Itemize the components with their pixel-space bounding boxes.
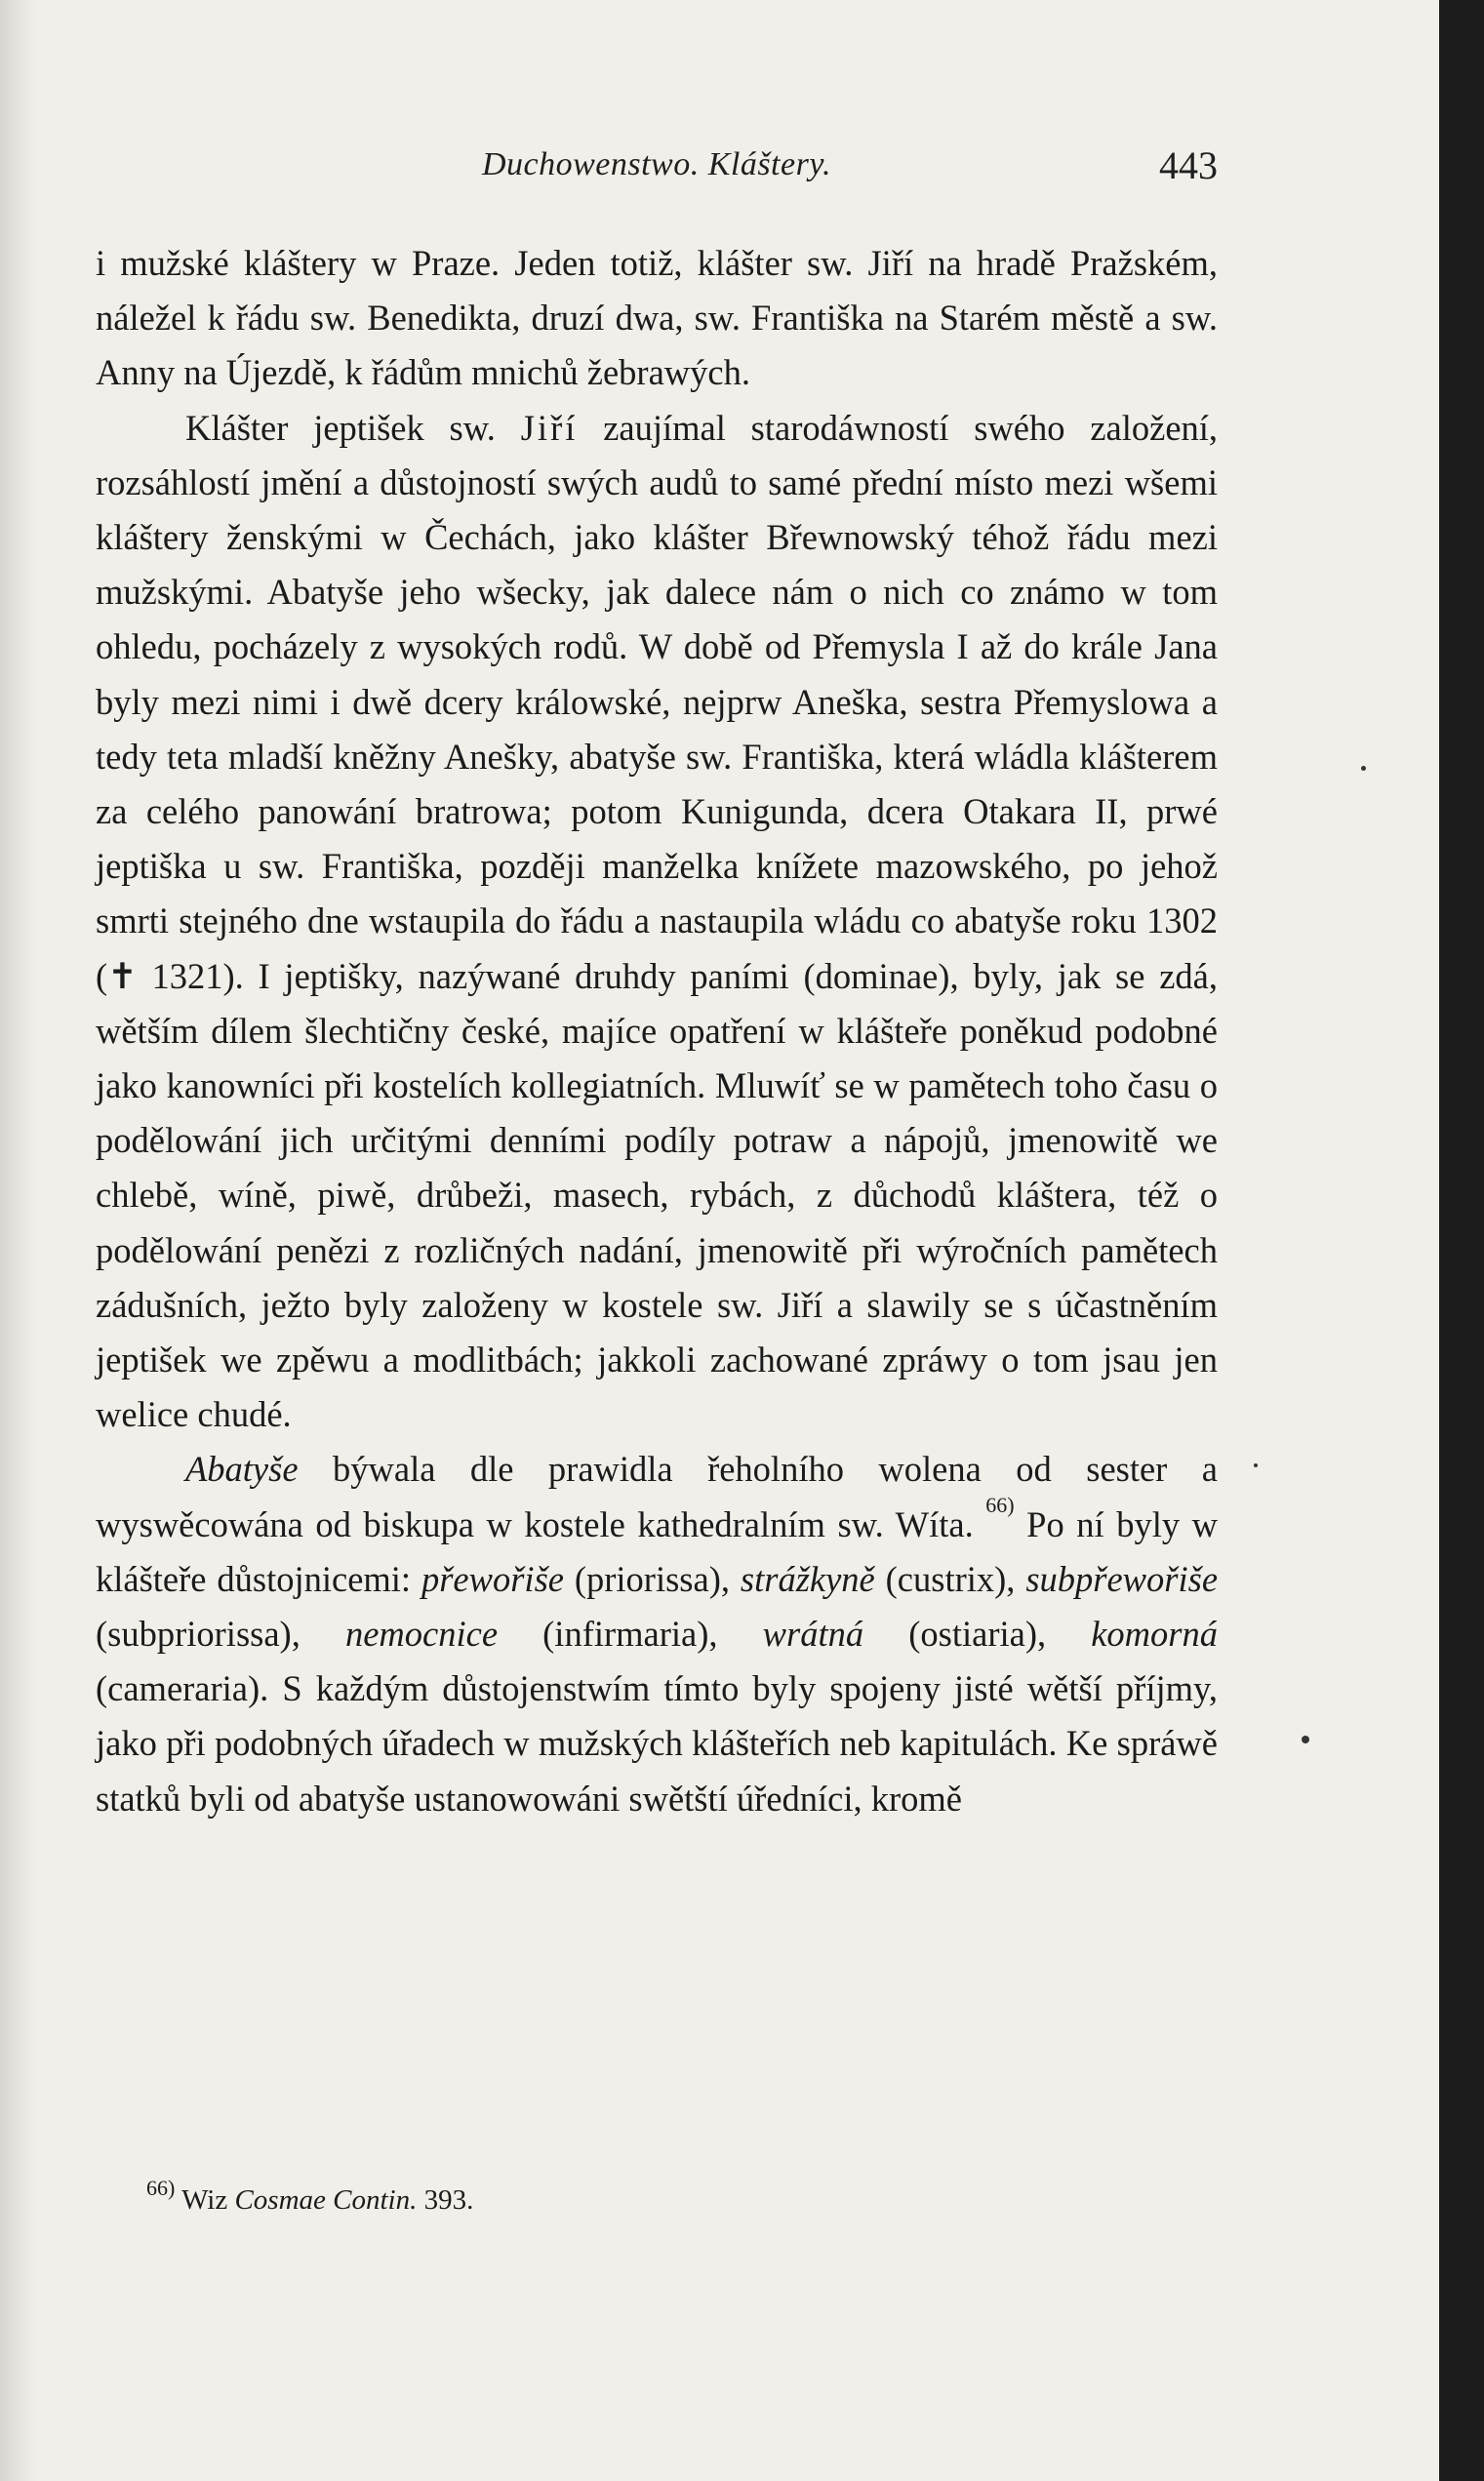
term-custrix: strážkyně: [740, 1558, 875, 1599]
paragraph-3-text-f: (infirmaria),: [542, 1614, 718, 1655]
running-head: Duchowenstwo. Kláštery.: [481, 146, 832, 182]
paragraph-3-text-e: (subpriorissa),: [96, 1614, 301, 1655]
page-binding-shadow: [0, 0, 35, 2481]
paragraph-3-text-c: (priorissa),: [574, 1558, 730, 1599]
term-infirmaria: nemocnice: [344, 1614, 499, 1655]
ink-speck: [1361, 766, 1366, 771]
footnote-reference: 66): [985, 1492, 1015, 1517]
page-number: 443: [1159, 143, 1218, 187]
paragraph-3: [96, 1442, 1218, 1825]
paragraph-2-text: zaujímal starodáwností swého založení, rozsáhlostí jmění a důstojností swých audů to samé přední místo mezi wšemi kláštery ženskými w Čechách, jako klášter Břewnowský téhož řádu mezi mužskými. Abatyše jeho wšecky, jak dalece nám o nich co známo w tom ohledu, pocházely z wysokých rodů. W době od Přemysla I až do krále Jana byly mezi nimi i dwě dcery králowské, nejprw Aneška, sestra Přemyslowa a tedy teta mladší kněžny Anešky, abatyše sw. Františka, která wládla klášterem za celého panowání bratrowa; potom Kunigunda, dcera Otakara II, prwé jeptiška u sw. Františka, později manželka knížete mazowského, po jehož smrti stejného dne wstaupila do řádu a nastaupila wládu co abatyše roku 1302 (✝ 1321). I jeptišky, nazýwané druhdy paními (dominae), byly, jak se zdá, wětším dílem šlechtičny české, majíce opatření w klášteře poněkud podobné jako kanowníci při kostelích kollegiatních. Mluwíť se w pamětech toho času o podělowání jich určitými denními podíly potraw a nápojů, jmenowitě we chlebě, wíně, piwě, drůbeži, masech, rybách, z důchodů kláštera, též o podělowání penězi z rozličných nadání, jmenowitě při wýročních pamětech zádušních, ježto byly založeny w kostele sw. Jiří a slawily se s účastněním jeptišek we zpěwu a modlitbách; jakkoli zachowané zpráwy o tom jsau jen welice chudé.: [96, 407, 1219, 1435]
ink-speck: [1302, 1736, 1309, 1743]
paragraph-2-spaced-name: Jiří: [520, 407, 579, 448]
term-priorissa: přewořiše: [421, 1558, 564, 1599]
paragraph-3-text-h: (cameraria). S každým důstojenstwím tímto byly spojeny jisté wětší příjmy, jako při podobných úřadech w mužských klášteřích neb kapitulách. Ke spráwě statků byli od abatyše ustanowowáni swětští úředníci, kromě: [96, 1668, 1218, 1819]
footnote-source-title: Cosmae Contin.: [234, 2184, 418, 2216]
footnote: [96, 2176, 1218, 2220]
term-ostiaria: wrátná: [762, 1614, 864, 1655]
paragraph-3-text-d: (custrix),: [885, 1558, 1016, 1599]
footnote-text-a: Wiz: [181, 2184, 228, 2216]
ink-speck: [1254, 1463, 1258, 1467]
body-text: [96, 236, 1218, 1826]
page-header: [96, 143, 1218, 205]
paragraph-2-start: Klášter jeptišek sw.: [185, 407, 496, 448]
paragraph-1-text: i mužské kláštery w Praze. Jeden totiž, klášter sw. Jiří na hradě Pražském, náležel k řádu sw. Benedikta, druzí dwa, sw. Františka na Starém městě a sw. Anny na Újezdě, k řádům mnichů žebrawých.: [96, 243, 1218, 393]
term-cameraria: komorná: [1091, 1614, 1218, 1655]
term-subpriorissa: subpřewořiše: [1025, 1558, 1219, 1599]
paragraph-3-italic-lead: Abatyše: [185, 1449, 299, 1490]
scan-dark-edge: [1439, 0, 1484, 2481]
paragraph-3-text-g: (ostiaria),: [908, 1614, 1047, 1655]
footnote-text-b: 393.: [423, 2184, 474, 2216]
paragraph-3-text-a: býwala dle prawidla řeholního wolena od sester a wyswěcowána od biskupa w kostele kathedralním sw. Wíta.: [96, 1449, 1218, 1544]
footnote-marker: 66): [146, 2176, 176, 2200]
paragraph-3-text-b: Po ní byly w klášteře důstojnicemi:: [96, 1503, 1218, 1599]
paragraph-1: [96, 236, 1218, 401]
paragraph-2: [96, 401, 1218, 1443]
